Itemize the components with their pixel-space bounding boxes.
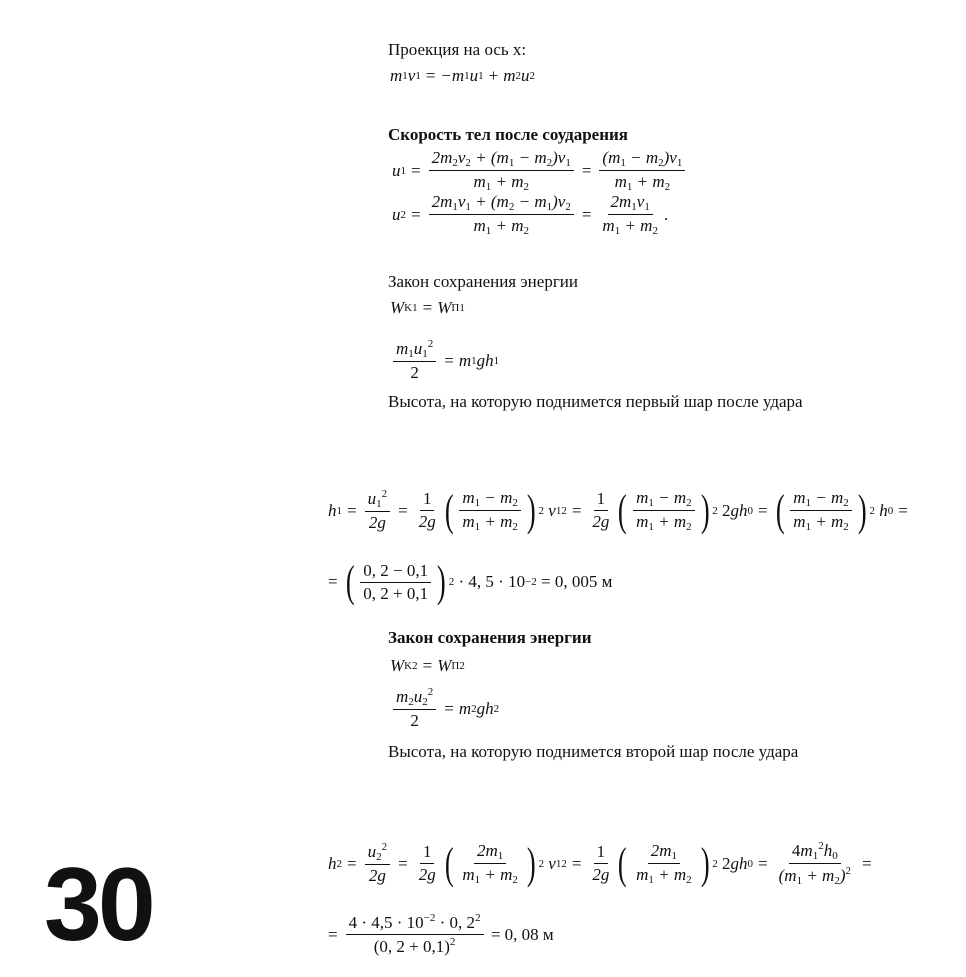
page-number: 30 [44,847,152,963]
energy-balance-2: $\frac{m_2u_2^2}{2}$ = m 2 gh 2 [390,686,499,731]
u2-equation: u 2 = $\frac{2m_1v_1 + (m_2 - m_1)v_2}{m_1 + m_2}$ = $\frac{2m_1v_1}{m_1 + m_2}$ . [392,192,669,237]
energy-equation-1: W K1 = W П1 [390,298,465,317]
h1-exponent: −2 [525,576,537,588]
h2-numeric: = $\frac{4 \cdot 4,5 \cdot 10^{-2} \cdot 0, 2^2}{(0, 2 + 0,1)^2}$ = 0, 08 м [328,912,554,956]
h2-derivation: h 2 = $\frac{u_2^2}{2g}$ = $\frac{1}{2g}$ ( $\frac{2m_1}{m_1 + m_2}$ ) 2 v 1 2 = $\frac{1}{2g}$ ( $\frac{2m_1}{m_1 + m_2}$ ) 2 2 gh 0 = $\frac{4m_1^2h_0}{(m_1 + m_2)^2}$ = [328,838,872,888]
height-2-label: Высота, на которую поднимется второй шар после удара [388,742,799,761]
energy-balance-1: $\frac{m_1u_1^2}{2}$ = m 1 gh 1 [390,338,499,383]
h1-result: = 0, 005 м [541,572,613,591]
h1-ratio-numerator: 0, 2 − 0,1 [360,561,431,583]
momentum-equation: m 1 v 1 = −m 1 u 1 + m 2 u 2 [390,66,536,85]
h1-ratio-denominator: 0, 2 + 0,1 [363,583,429,603]
h1-factor: · 4, 5 · 10 [458,572,526,591]
height-1-label: Высота, на которую поднимется первый шар после удара [388,392,803,411]
h2-numerator-tail: · 0, 2 [439,913,476,932]
h2-result: = 0, 08 м [490,924,554,944]
projection-label: Проекция на ось x: [388,40,527,59]
energy-equation-2: W K2 = W П2 [390,656,465,675]
h2-numerator-exponent: −2 [423,912,436,924]
energy-law-2: Закон сохранения энергии [388,628,592,647]
energy-law-1: Закон сохранения энергии [388,272,578,291]
u1-equation: u 1 = $\frac{2m_2v_2 + (m_1 - m_2)v_1}{m_1 + m_2}$ = $\frac{(m_1 - m_2)v_1}{m_1 + m_2}$ [392,148,688,193]
h2-denominator: (0, 2 + 0,1) [373,937,450,956]
h1-numeric: = ( $\frac{0, 2 - 0,1}{0, 2 + 0,1}$ ) 2 · 4, 5 · 10 −2 = 0, 005 м [328,557,613,606]
h2-numerator: 4 · 4,5 · 10 [348,913,424,932]
h1-derivation: h 1 = $\frac{u_1^2}{2g}$ = $\frac{1}{2g}$ ( $\frac{m_1 - m_2}{m_1 + m_2}$ ) 2 v 1 2 = $\frac{1}{2g}$ ( $\frac{m_1 - m_2}{m_1 + m_2}$ ) 2 2 gh 0 = ( $\frac{m_1 - m_2}{m_1 + m_2}$ ) 2 h 0 = [328,485,908,535]
speed-heading: Скорость тел после соударения [388,125,629,144]
